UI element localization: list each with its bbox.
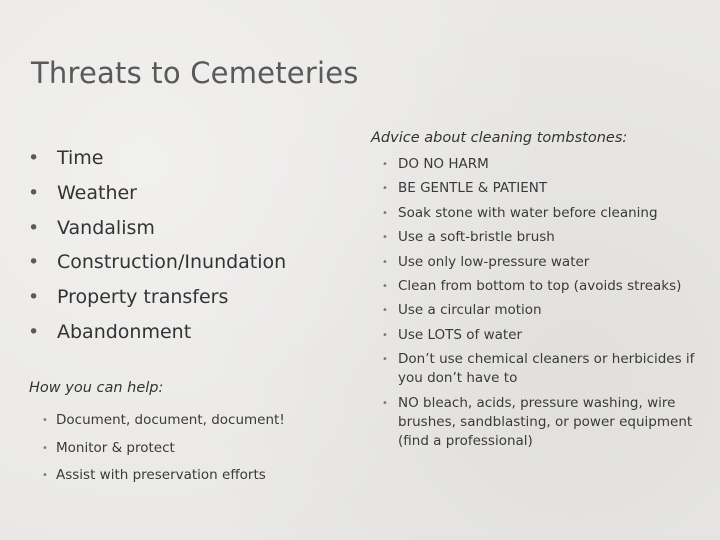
threat-label: Abandonment xyxy=(57,320,192,343)
threat-label: Property transfers xyxy=(57,286,229,309)
bullet-icon: • xyxy=(382,329,388,341)
help-label: Monitor & protect xyxy=(56,439,175,456)
bullet-icon: • xyxy=(28,147,40,169)
help-label: Assist with preservation efforts xyxy=(56,467,266,483)
bullet-icon: • xyxy=(382,232,388,244)
threat-item xyxy=(28,141,286,176)
bullet-icon: • xyxy=(382,354,388,366)
advice-label: NO bleach, acids, pressure washing, wire brushes, sandblasting, or power equipment (find a professional) xyxy=(398,394,693,449)
advice-label: Use LOTS of water xyxy=(398,326,523,343)
advice-label: Soak stone with water before cleaning xyxy=(398,204,658,221)
help-list xyxy=(42,407,285,490)
advice-item xyxy=(382,301,717,320)
advice-list xyxy=(382,155,717,456)
threats-list xyxy=(28,141,286,350)
advice-item xyxy=(382,179,717,198)
advice-label: Don’t use chemical cleaners or herbicides if you don’t have to xyxy=(398,351,695,387)
advice-item xyxy=(382,394,717,451)
bullet-icon: • xyxy=(28,251,40,274)
advice-item xyxy=(382,326,717,345)
threat-label: Construction/Inundation xyxy=(57,251,287,274)
bullet-icon: • xyxy=(382,397,388,409)
threat-item xyxy=(28,211,286,246)
help-heading: How you can help: xyxy=(29,380,164,396)
threat-item xyxy=(28,315,286,350)
threat-label: Weather xyxy=(57,181,137,204)
threat-label: Time xyxy=(57,147,104,169)
help-item xyxy=(42,407,285,435)
bullet-icon: • xyxy=(28,216,40,239)
threat-item xyxy=(28,245,286,280)
advice-item xyxy=(382,228,717,247)
bullet-icon: • xyxy=(28,286,40,309)
advice-label: Use a circular motion xyxy=(398,302,542,319)
bullet-icon: • xyxy=(382,183,388,195)
advice-item xyxy=(382,253,717,272)
bullet-icon: • xyxy=(42,442,48,454)
help-label: Document, document, document! xyxy=(56,412,285,428)
bullet-icon: • xyxy=(28,320,40,343)
threat-item xyxy=(28,176,286,211)
advice-item xyxy=(382,155,717,174)
advice-label: Use only low-pressure water xyxy=(398,253,590,270)
help-item xyxy=(42,435,285,463)
advice-item xyxy=(382,277,717,296)
threat-item xyxy=(28,280,286,315)
bullet-icon: • xyxy=(382,159,388,170)
bullet-icon: • xyxy=(42,415,48,426)
advice-item xyxy=(382,204,717,223)
threat-label: Vandalism xyxy=(57,216,155,239)
advice-label: DO NO HARM xyxy=(398,156,489,172)
advice-heading: Advice about cleaning tombstones: xyxy=(371,130,628,146)
advice-label: Clean from bottom to top (avoids streaks) xyxy=(398,277,682,294)
bullet-icon: • xyxy=(28,181,40,204)
bullet-icon: • xyxy=(382,256,388,268)
help-item xyxy=(42,462,285,490)
bullet-icon: • xyxy=(382,280,388,292)
slide-title: Threats to Cemeteries xyxy=(31,56,359,90)
advice-label: Use a soft-bristle brush xyxy=(398,229,555,246)
advice-item xyxy=(382,350,717,388)
bullet-icon: • xyxy=(382,305,388,317)
bullet-icon: • xyxy=(42,470,48,481)
bullet-icon: • xyxy=(382,207,388,219)
advice-label: BE GENTLE & PATIENT xyxy=(398,180,548,197)
